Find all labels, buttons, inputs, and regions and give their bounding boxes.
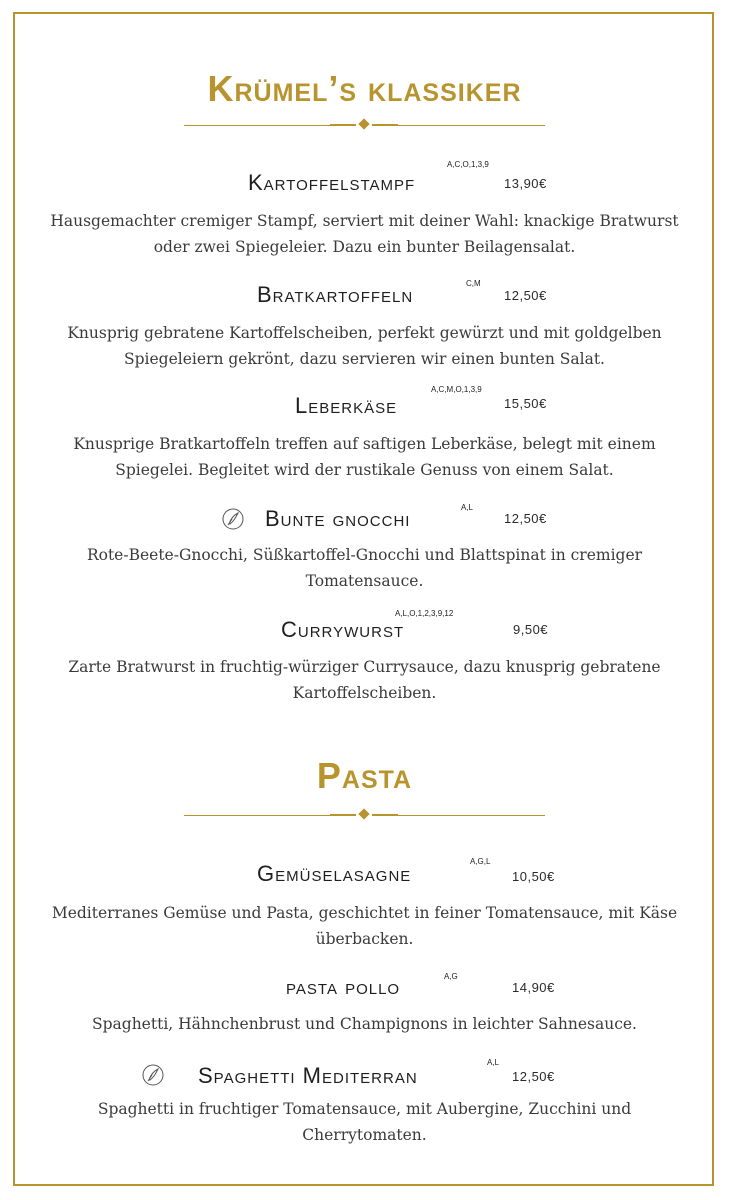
item-name: Gemüselasagne	[257, 861, 412, 886]
item-name: Bunte gnocchi	[265, 506, 411, 531]
vegetarian-leaf-icon	[142, 1064, 164, 1086]
menu-item-bratkartoffeln	[0, 277, 729, 317]
section-title-klassiker: Krümel’s klassiker	[207, 68, 522, 109]
menu-item-currywurst	[0, 607, 729, 647]
item-name: Bratkartoffeln	[257, 282, 414, 307]
item-name: Spaghetti Mediterran	[198, 1063, 418, 1088]
item-name: Kartoffelstampf	[248, 170, 416, 195]
section-divider	[184, 118, 545, 134]
item-description: Zarte Bratwurst in fruchtig-würziger Currysauce, dazu knusprig gebratene Kartoffelscheiben.	[68, 658, 661, 702]
menu-item-pasta-pollo	[0, 968, 729, 1008]
item-allergens: A,C,O,1,3,9	[447, 160, 489, 169]
item-name: Leberkäse	[295, 393, 398, 418]
item-price: 13,90€	[504, 176, 547, 191]
item-description: Hausgemachter cremiger Stampf, serviert mit deiner Wahl: knackige Bratwurst oder zwei Spiegeleier. Dazu ein bunter Beilagensalat.	[50, 212, 679, 256]
item-price: 12,50€	[512, 1069, 555, 1084]
item-description: Knusprig gebratene Kartoffelscheiben, perfekt gewürzt und mit goldgelben Spiegeleiern gekrönt, dazu servieren wir einen bunten Salat.	[67, 324, 662, 368]
item-allergens: A,G	[444, 972, 458, 981]
item-description: Spaghetti, Hähnchenbrust und Champignons in leichter Sahnesauce.	[92, 1015, 637, 1033]
item-allergens: C,M	[466, 279, 481, 288]
item-description: Mediterranes Gemüse und Pasta, geschichtet in feiner Tomatensauce, mit Käse überbacken.	[51, 904, 678, 948]
item-description: Spaghetti in fruchtiger Tomatensauce, mit Aubergine, Zucchini und Cherrytomaten.	[97, 1100, 632, 1144]
menu-item-bunte-gnocchi	[0, 500, 729, 540]
item-price: 15,50€	[504, 396, 547, 411]
item-price: 12,50€	[504, 288, 547, 303]
item-allergens: A,G,L	[470, 857, 491, 866]
menu-item-kartoffelstampf	[0, 160, 729, 200]
menu-item-gemueselasagne	[0, 855, 729, 895]
menu-item-leberkaese	[0, 384, 729, 424]
item-allergens: A,L	[487, 1058, 500, 1067]
vegetarian-leaf-icon	[222, 508, 244, 530]
item-name: Currywurst	[281, 617, 405, 642]
item-description: Rote-Beete-Gnocchi, Süßkartoffel-Gnocchi und Blattspinat in cremiger Tomatensauce.	[86, 546, 643, 590]
item-allergens: A,L	[461, 503, 474, 512]
item-price: 12,50€	[504, 511, 547, 526]
menu-item-spaghetti-mediterran	[0, 1055, 729, 1095]
item-allergens: A,L,O,1,2,3,9,12	[395, 609, 454, 618]
item-price: 14,90€	[512, 980, 555, 995]
item-name: pasta pollo	[286, 974, 401, 999]
item-price: 9,50€	[513, 622, 549, 637]
item-allergens: A,C,M,O,1,3,9	[431, 385, 482, 394]
item-description: Knusprige Bratkartoffeln treffen auf saftigen Leberkäse, belegt mit einem Spiegelei. Begleitet wird der rustikale Genuss von einem Salat.	[73, 435, 656, 479]
section-divider	[184, 808, 545, 824]
item-price: 10,50€	[512, 869, 555, 884]
section-title-pasta: Pasta	[316, 755, 413, 796]
